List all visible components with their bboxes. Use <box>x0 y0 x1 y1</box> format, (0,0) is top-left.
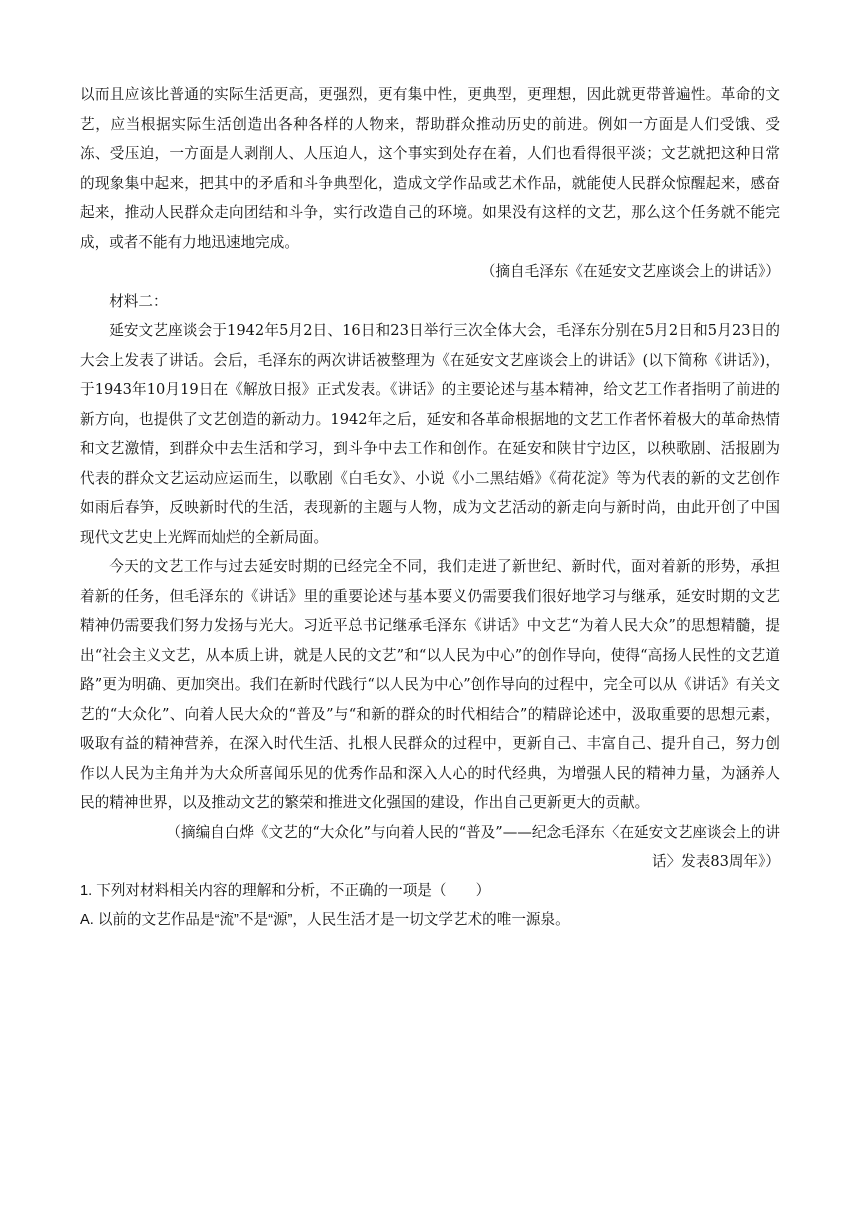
material1-source: （摘自毛泽东《在延安文艺座谈会上的讲话》） <box>480 263 780 280</box>
document-page <box>80 80 780 936</box>
material2-paragraph-2: 今天的文艺工作与过去延安时期的已经完全不同，我们走进了新世纪、新时代，面对着新的形势，承担着新的任务，但毛泽东的《讲话》里的重要论述与基本要义仍需要我们很好地学习与继承，延安时期的文艺精神仍需要我们努力发扬与光大。习近平总书记继承毛泽东《讲话》中文艺“为着人民大众”的思想精髓，提出“社会主义文艺，从本质上讲，就是人民的文艺”和“以人民为中心”的创作导向，使得“高扬人民性的文艺道路”更为明确、更加突出。我们在新时代践行“以人民为中心”创作导向的过程中，完全可以从《讲话》有关文艺的“大众化”、向着人民大众的“普及”与“和新的群众的时代相结合”的精辟论述中，汲取重要的思想元素，吸取有益的精神营养，在深入时代生活、扎根人民群众的过程中，更新自己、丰富自己、提升自己，努力创作以人民为主角并为大众所喜闻乐见的优秀作品和深入人心的时代经典，为增强人民的精神力量，为涵养人民的精神世界，以及推动文艺的繁荣和推进文化强国的建设，作出自己更新更大的贡献。 <box>80 558 780 811</box>
material2-source-line2: 话〉发表83周年》） <box>651 853 780 870</box>
question-option-a: A. 以前的文艺作品是“流”不是“源”，人民生活才是一切文学艺术的唯一源泉。 <box>80 912 570 928</box>
material2-heading: 材料二： <box>109 292 168 310</box>
material1-paragraph: 以而且应该比普通的实际生活更高，更强烈，更有集中性，更典型，更理想，因此就更带普遍性。革命的文艺，应当根据实际生活创造出各种各样的人物来，帮助群众推动历史的前进。例如一方面是人们受饿、受冻、受压迫，一方面是人剥削人、人压迫人，这个事实到处存在着，人们也看得很平淡；文艺就把这种日常的现象集中起来，把其中的矛盾和斗争典型化，造成文学作品或艺术作品，就能使人民群众惊醒起来，感奋起来，推动人民群众走向团结和斗争，实行改造自己的环境。如果没有这样的文艺，那么这个任务就不能完成，或者不能有力地迅速地完成。 <box>80 86 780 251</box>
material2-paragraph-1: 延安文艺座谈会于1942年5月2日、16日和23日举行三次全体大会，毛泽东分别在5月2日和5月23日的大会上发表了讲话。会后，毛泽东的两次讲话被整理为《在延安文艺座谈会上的讲话》(以下简称《讲话》)，于1943年10月19日在《解放日报》正式发表。《讲话》的主要论述与基本精神，给文艺工作者指明了前进的新方向，也提供了文艺创造的新动力。1942年之后，延安和各革命根据地的文艺工作者怀着极大的革命热情和文艺激情，到群众中去生活和学习，到斗争中去工作和创作。在延安和陕甘宁边区，以秧歌剧、活报剧为代表的群众文艺运动应运而生，以歌剧《白毛女》、小说《小二黑结婚》《荷花淀》等为代表的新的文艺创作如雨后春笋，反映新时代的生活，表现新的主题与人物，成为文艺活动的新走向与新时尚，由此开创了中国现代文艺史上光辉而灿烂的全新局面。 <box>80 322 780 546</box>
question-stem: 1. 下列对材料相关内容的理解和分析，不正确的一项是（ ） <box>80 882 491 899</box>
material2-source-line1: （摘编自白烨《文艺的“大众化”与向着人民的“普及”——纪念毛泽东〈在延安文艺座谈会上的讲 <box>166 823 780 841</box>
